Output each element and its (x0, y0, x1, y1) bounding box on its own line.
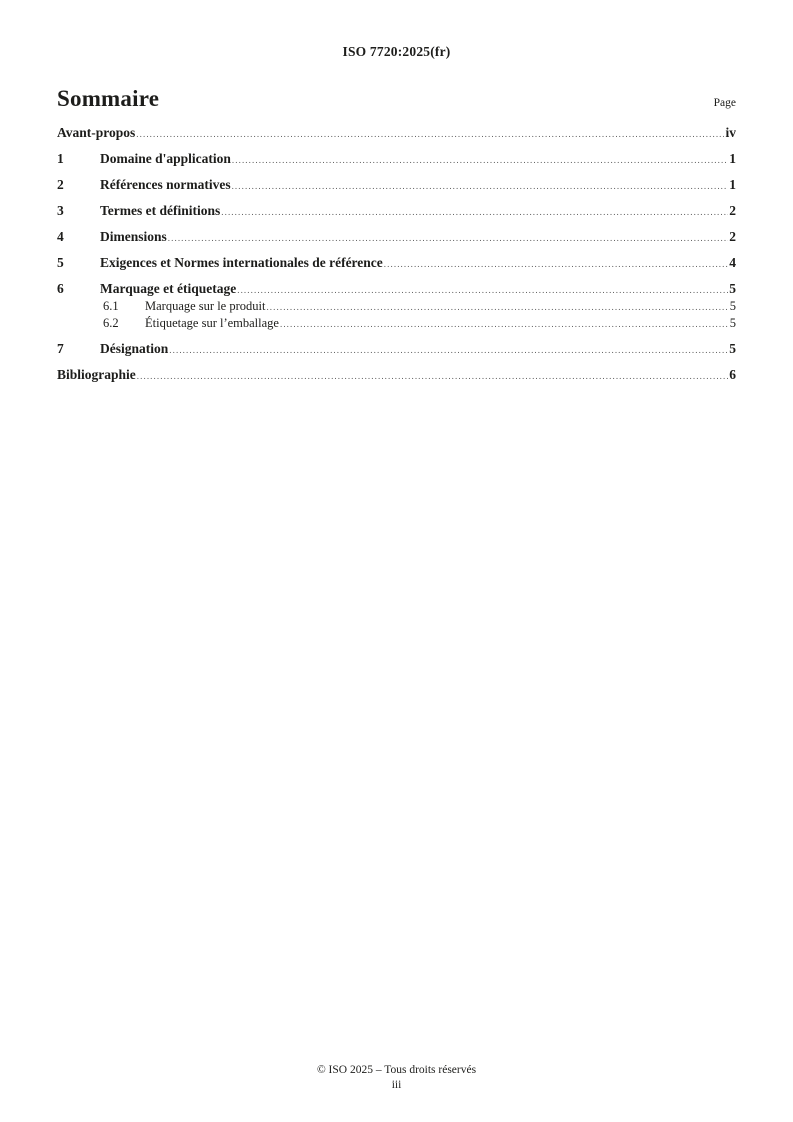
toc-entry-label: Désignation (100, 341, 169, 356)
toc-entry[interactable] (57, 367, 736, 384)
toc-leader-dots (280, 315, 729, 332)
toc-entry-label: Références normatives (100, 177, 231, 192)
toc-entry-number: 6.2 (103, 316, 119, 330)
toc-entry-page: 5 (729, 299, 736, 313)
page-footer (0, 1063, 793, 1093)
toc-entry-page: iv (725, 125, 736, 140)
footer-page-number: iii (391, 1079, 402, 1091)
toc-entry[interactable] (57, 315, 736, 332)
toc-entry-label: Termes et définitions (100, 203, 221, 218)
toc-entry-page: 2 (729, 229, 736, 244)
toc-entry-page: 5 (729, 341, 736, 356)
toc-entry[interactable] (57, 255, 736, 272)
toc-entry[interactable] (57, 151, 736, 168)
table-of-contents (57, 125, 736, 384)
toc-entry-page: 5 (729, 281, 736, 296)
toc-entry[interactable] (57, 177, 736, 194)
toc-entry-number: 6 (57, 281, 64, 296)
footer-copyright: © ISO 2025 – Tous droits réservés (316, 1064, 477, 1076)
toc-leader-dots (137, 367, 728, 384)
toc-leader-dots (136, 125, 724, 142)
toc-leader-dots (168, 229, 728, 246)
toc-leader-dots (237, 281, 728, 298)
toc-entry-label: Marquage et étiquetage (100, 281, 237, 296)
toc-entry[interactable] (57, 281, 736, 298)
toc-entry[interactable] (57, 229, 736, 246)
toc-entry-label: Marquage sur le produit (145, 299, 266, 313)
toc-entry-page: 1 (729, 177, 736, 192)
toc-entry-number: 6.1 (103, 299, 119, 313)
toc-leader-dots (169, 341, 728, 358)
toc-leader-dots (232, 177, 729, 194)
toc-heading-row (57, 86, 736, 112)
toc-entry-page: 1 (729, 151, 736, 166)
toc-entry-page: 4 (729, 255, 736, 270)
toc-leader-dots (384, 255, 728, 272)
toc-entry-number: 5 (57, 255, 64, 270)
toc-entry-number: 2 (57, 177, 64, 192)
page-column-label: Page (713, 97, 736, 109)
toc-entry-label: Étiquetage sur l’emballage (145, 316, 279, 330)
toc-entry-label: Dimensions (100, 229, 167, 244)
toc-entry-number: 3 (57, 203, 64, 218)
toc-entry[interactable] (57, 125, 736, 142)
toc-entry-label: Avant-propos (57, 125, 136, 140)
toc-leader-dots (266, 298, 728, 315)
toc-entry[interactable] (57, 341, 736, 358)
toc-entry-label: Bibliographie (57, 367, 136, 382)
toc-entry-page: 2 (729, 203, 736, 218)
running-header: ISO 7720:2025(fr) (342, 44, 451, 59)
toc-entry-number: 7 (57, 341, 64, 356)
toc-title: Sommaire (57, 86, 160, 111)
toc-entry-label: Exigences et Normes internationales de référence (100, 255, 383, 270)
toc-leader-dots (232, 151, 728, 168)
toc-entry[interactable] (57, 298, 736, 315)
toc-leader-dots (221, 203, 728, 220)
toc-entry-label: Domaine d'application (100, 151, 231, 166)
toc-entry-page: 6 (729, 367, 736, 382)
toc-entry-page: 5 (729, 316, 736, 330)
toc-entry-number: 4 (57, 229, 64, 244)
toc-entry[interactable] (57, 203, 736, 220)
toc-entry-number: 1 (57, 151, 64, 166)
